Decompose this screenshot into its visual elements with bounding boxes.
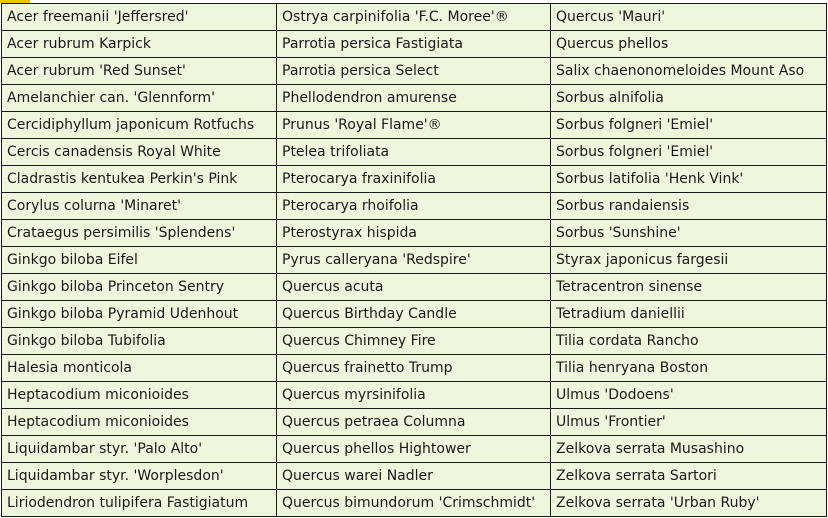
table-row: [2, 247, 827, 274]
table-row: [2, 274, 827, 301]
table-cell: Phellodendron amurense: [277, 85, 551, 112]
table-cell: Corylus colurna 'Minaret': [2, 193, 277, 220]
table-cell: Heptacodium miconioides: [2, 409, 277, 436]
table-row: [2, 193, 827, 220]
table-cell: Cladrastis kentukea Perkin's Pink: [2, 166, 277, 193]
table-cell: Tilia henryana Boston: [551, 355, 827, 382]
table-row: [2, 436, 827, 463]
table-cell: Quercus 'Mauri': [551, 4, 827, 31]
table-cell: Halesia monticola: [2, 355, 277, 382]
tree-species-table: [1, 3, 827, 517]
table-cell: Quercus Chimney Fire: [277, 328, 551, 355]
table-row: [2, 31, 827, 58]
table-cell: Salix chaenonomeloides Mount Aso: [551, 58, 827, 85]
table-cell: Acer freemanii 'Jeffersred': [2, 4, 277, 31]
table-cell: Parrotia persica Fastigiata: [277, 31, 551, 58]
table-cell: Liquidambar styr. 'Worplesdon': [2, 463, 277, 490]
table-cell: Tetracentron sinense: [551, 274, 827, 301]
table-cell: Ulmus 'Frontier': [551, 409, 827, 436]
table-cell: Quercus warei Nadler: [277, 463, 551, 490]
table-cell: Sorbus alnifolia: [551, 85, 827, 112]
table-cell: Sorbus 'Sunshine': [551, 220, 827, 247]
table-cell: Quercus myrsinifolia: [277, 382, 551, 409]
table-cell: Ptelea trifoliata: [277, 139, 551, 166]
table-cell: Sorbus folgneri 'Emiel': [551, 112, 827, 139]
table-cell: Cercidiphyllum japonicum Rotfuchs: [2, 112, 277, 139]
table-cell: Liquidambar styr. 'Palo Alto': [2, 436, 277, 463]
table-row: [2, 463, 827, 490]
table-cell: Zelkova serrata 'Urban Ruby': [551, 490, 827, 517]
table-cell: Quercus phellos Hightower: [277, 436, 551, 463]
table-cell: Quercus frainetto Trump: [277, 355, 551, 382]
table-cell: Heptacodium miconioides: [2, 382, 277, 409]
table-cell: Quercus bimundorum 'Crimschmidt': [277, 490, 551, 517]
table-cell: Pterocarya rhoifolia: [277, 193, 551, 220]
table-cell: Quercus phellos: [551, 31, 827, 58]
table-row: [2, 139, 827, 166]
table-row: [2, 328, 827, 355]
table-cell: Liriodendron tulipifera Fastigiatum: [2, 490, 277, 517]
table-cell: Ginkgo biloba Eifel: [2, 247, 277, 274]
table-row: [2, 112, 827, 139]
table-row: [2, 166, 827, 193]
table-cell: Cercis canadensis Royal White: [2, 139, 277, 166]
table-cell: Crataegus persimilis 'Splendens': [2, 220, 277, 247]
table-cell: Styrax japonicus fargesii: [551, 247, 827, 274]
table-row: [2, 409, 827, 436]
table-cell: Quercus Birthday Candle: [277, 301, 551, 328]
table-cell: Ginkgo biloba Pyramid Udenhout: [2, 301, 277, 328]
table-cell: Ulmus 'Dodoens': [551, 382, 827, 409]
table-cell: Acer rubrum Karpick: [2, 31, 277, 58]
table-cell: Quercus petraea Columna: [277, 409, 551, 436]
table-cell: Ginkgo biloba Princeton Sentry: [2, 274, 277, 301]
table-cell: Zelkova serrata Musashino: [551, 436, 827, 463]
table-row: [2, 382, 827, 409]
table-cell: Pterocarya fraxinifolia: [277, 166, 551, 193]
table-cell: Parrotia persica Select: [277, 58, 551, 85]
table-row: [2, 355, 827, 382]
table-cell: Tilia cordata Rancho: [551, 328, 827, 355]
table-cell: Zelkova serrata Sartori: [551, 463, 827, 490]
table-cell: Pyrus calleryana 'Redspire': [277, 247, 551, 274]
table-cell: Sorbus folgneri 'Emiel': [551, 139, 827, 166]
table-cell: Sorbus latifolia 'Henk Vink': [551, 166, 827, 193]
table-cell: Sorbus randaiensis: [551, 193, 827, 220]
table-cell: Pterostyrax hispida: [277, 220, 551, 247]
table-cell: Amelanchier can. 'Glennform': [2, 85, 277, 112]
table-row: [2, 490, 827, 517]
table-row: [2, 4, 827, 31]
table-cell: Quercus acuta: [277, 274, 551, 301]
table-body: [2, 4, 827, 517]
table-row: [2, 301, 827, 328]
table-cell: Tetradium daniellii: [551, 301, 827, 328]
table-row: [2, 85, 827, 112]
table-row: [2, 220, 827, 247]
table-cell: Ostrya carpinifolia 'F.C. Moree'®: [277, 4, 551, 31]
table-row: [2, 58, 827, 85]
table-cell: Acer rubrum 'Red Sunset': [2, 58, 277, 85]
table-cell: Ginkgo biloba Tubifolia: [2, 328, 277, 355]
table-cell: Prunus 'Royal Flame'®: [277, 112, 551, 139]
